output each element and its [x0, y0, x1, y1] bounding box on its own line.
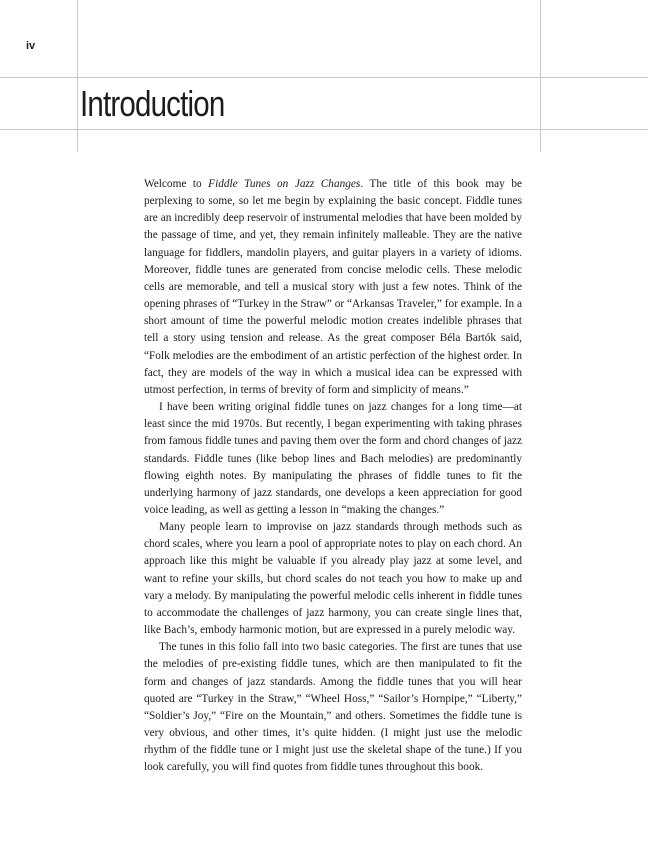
book-title: Fiddle Tunes on Jazz Changes	[208, 178, 361, 190]
guide-rule-top	[0, 77, 648, 78]
body-text	[144, 176, 522, 776]
paragraph-1-lead: Welcome to	[144, 178, 209, 190]
paragraph-3: Many people learn to improvise on jazz standards through methods such as chord scales, where you learn a pool of appropriate notes to play on each chord. An approach like this might be valuable if you already play jazz at some level, and want to refine your skills, but chord scales do not teach you how to make up and vary a melody. By manipulating the powerful melodic cells inherent in fiddle tunes to accommodate the challenges of jazz harmony, you can create single lines that, like Bach’s, embody harmonic motion, but are expressed in a purely melodic way.	[144, 521, 522, 637]
guide-rule-bottom	[0, 129, 648, 130]
paragraph-4: The tunes in this folio fall into two basic categories. The first are tunes that use the melodies of pre-existing fiddle tunes, which are then manipulated to fit the form and changes of jazz standards. Among the fiddle tunes that you will hear quoted are “Turkey in the Straw,” “Wheel Hoss,” “Sailor’s Hornpipe,” “Liberty,” “Soldier’s Joy,” “Fire on the Mountain,” and others. Sometimes the fiddle tune is very obvious, and other times, it’s quite hidden. (I might just use the melodic rhythm of the fiddle tune or I might just use the skeletal shape of the tune.) If you look carefully, you will find quotes from fiddle tunes throughout this book.	[144, 641, 522, 774]
paragraph-2: I have been writing original fiddle tunes on jazz changes for a long time—at least since the mid 1970s. But recently, I began experimenting with taking phrases from famous fiddle tunes and paving them over the form and chord changes of jazz standards. Fiddle tunes (like bebop lines and Bach melodies) are predominantly flowing eighth notes. By manipulating the phrases of fiddle tunes to fit the underlying harmony of jazz standards, one develops a keen appreciation for good voice leading, as well as getting a lesson in “making the changes.”	[144, 401, 522, 516]
paragraph-1	[144, 176, 522, 399]
paragraph-1-rest: . The title of this book may be perplexing to some, so let me begin by explaining the basic concept. Fiddle tunes are an incredibly deep reservoir of instrumental melodies that have been molded by the passage of time, and yet, they remain infinitely malleable. They are the native language for fiddlers, mandolin players, and guitar players in a variety of idioms. Moreover, fiddle tunes are generated from concise melodic cells. These melodic cells are memorable, and tell a musical story with just a few notes. Think of the opening phrases of “Turkey in the Straw” or “Arkansas Traveler,” for example. In a short amount of time the powerful melodic motion creates indelible phrases that tell a story using tension and release. As the great composer Béla Bartók said, “Folk melodies are the embodiment of an artistic perfection of the highest order. In fact, they are models of the way in which a musical idea can be expressed with utmost perfection, in terms of brevity of form and simplicity of means.”	[144, 178, 522, 396]
page-number: iv	[26, 40, 36, 52]
chapter-title: Introduction	[80, 83, 225, 124]
